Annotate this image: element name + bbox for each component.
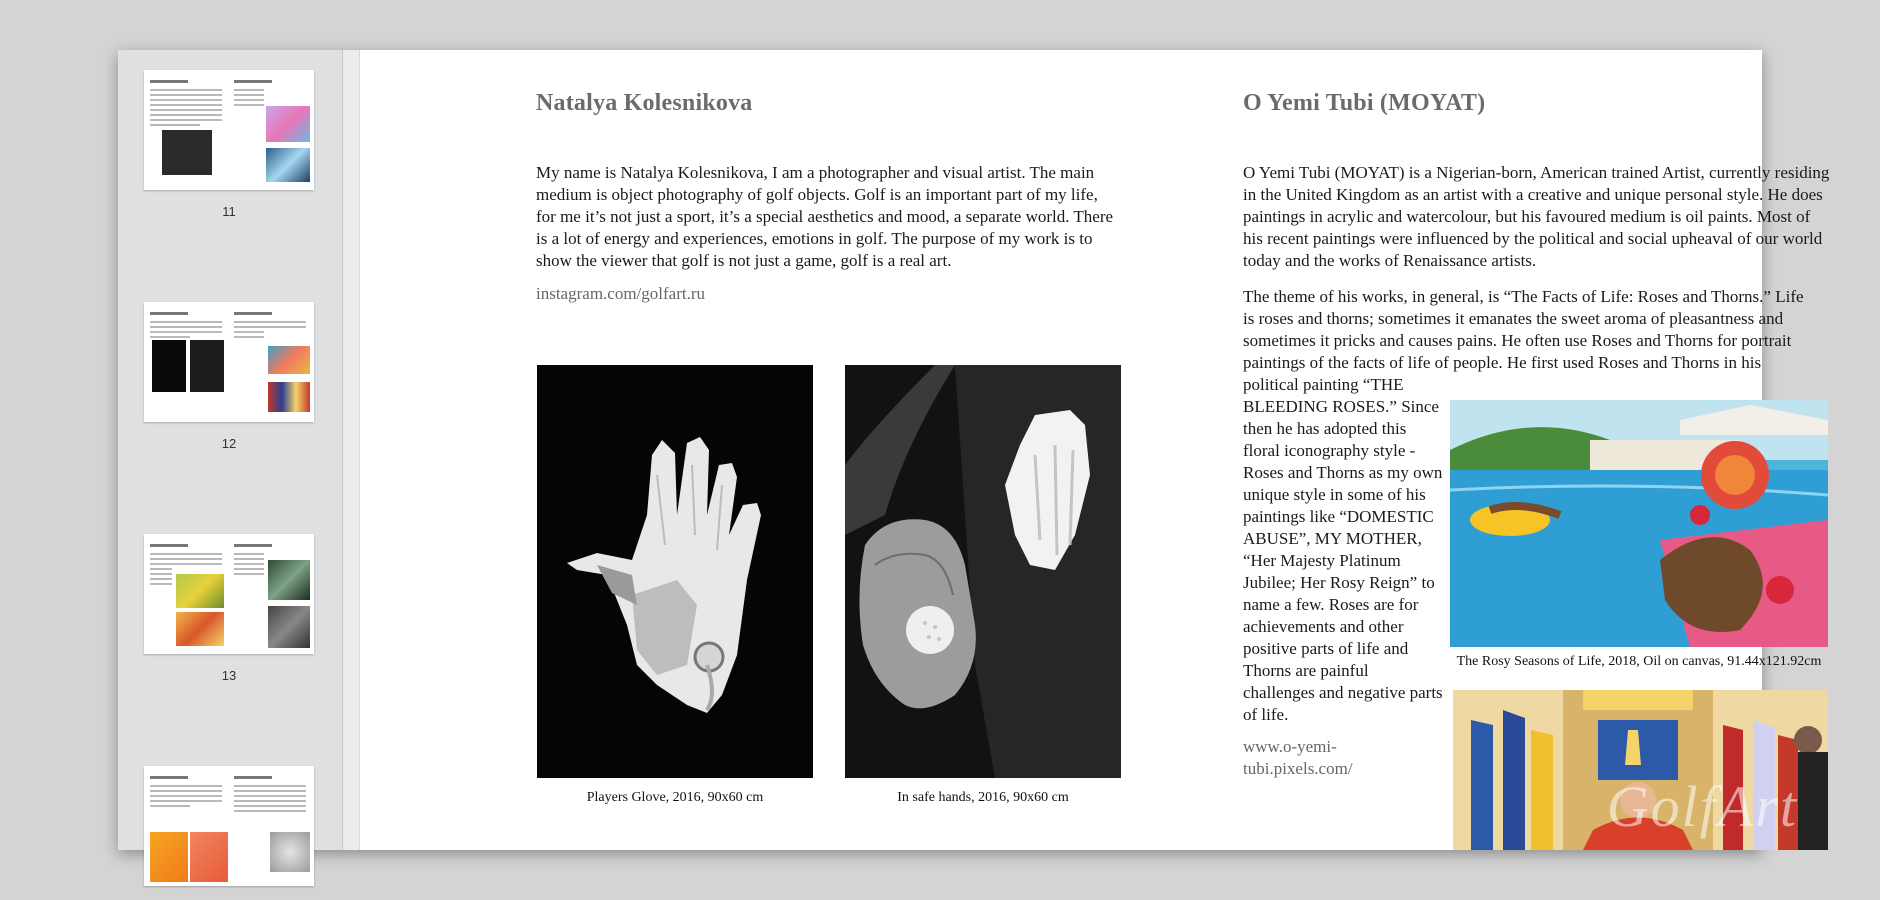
thumbnail-page-14[interactable]	[144, 766, 314, 886]
left-page	[418, 50, 1118, 850]
left-article-title: Natalya Kolesnikova	[536, 90, 753, 116]
platinum-jubilee-painting	[1453, 690, 1828, 850]
right-article-para1: O Yemi Tubi (MOYAT) is a Nigerian-born, American trained Artist, currently residing in the United Kingdom as an artist with a creative and unique personal style. He does paintings in acrylic and watercolour, but his favoured medium is oil paints. Most of his recent paintings were influenced by the political and social upheaval of our world today and the works of Renaissance artists.	[1243, 163, 1830, 270]
thumbnail-page-13[interactable]	[144, 534, 314, 654]
thumbnail-page-11[interactable]	[144, 70, 314, 190]
document-viewer-window	[118, 50, 1830, 850]
in-safe-hands-photo	[845, 365, 1121, 778]
right-article-link[interactable]: www.o-yemi-tubi.pixels.com/	[1243, 737, 1353, 778]
photo-caption: In safe hands, 2016, 90x60 cm	[897, 790, 1069, 805]
rosy-seasons-painting	[1450, 400, 1828, 647]
right-article-para2: The theme of his works, in general, is “The Facts of Life: Roses and Thorns.” Life is roses and thorns; sometimes it emanates the sweet aroma of pleasantness and sometimes it pricks and causes pains. He often use Roses and Thorns for portrait paintings of the facts of life of people. He first used Roses and Thorns in his	[1243, 287, 1804, 372]
thumbnail-page-12[interactable]	[144, 302, 314, 422]
watermark: GolfArt	[1606, 774, 1798, 839]
thumbnail-label: 12	[221, 436, 237, 451]
thumbnail-sidebar[interactable]	[118, 50, 343, 850]
right-article-para2-continued: political painting “THE BLEEDING ROSES.” Since then he has adopted this floral iconography style - Roses and Thorns as my own unique style in some of his paintings like “DOMESTIC ABUSE”, MY MOTHER, “Her Majesty Platinum Jubilee; Her Rosy Reign” to name a few. Roses are for achievements and other positive parts of life and Thorns are painful challenges and negative parts of life.	[1243, 375, 1443, 724]
left-article-body: My name is Natalya Kolesnikova, I am a photographer and visual artist. The main medium is object photography of golf objects. Golf is an important part of my life, for me it’s not just a sport, it’s a special aesthetics and mood, a separate world. There is a lot of energy and experiences, emotions in golf. The purpose of my work is to show the viewer that golf is not just a game, golf is a real art.	[536, 163, 1114, 270]
players-glove-photo	[537, 365, 813, 778]
sidebar-divider[interactable]	[343, 50, 360, 850]
thumbnail-label: 11	[222, 204, 236, 219]
right-page	[1125, 50, 1830, 850]
painting-caption: The Rosy Seasons of Life, 2018, Oil on canvas, 91.44x121.92cm	[1456, 654, 1822, 669]
left-article-link[interactable]: instagram.com/golfart.ru	[536, 284, 706, 303]
photo-caption: Players Glove, 2016, 90x60 cm	[586, 790, 764, 805]
right-article-title: O Yemi Tubi (MOYAT)	[1243, 90, 1486, 116]
thumbnail-label: 13	[221, 668, 237, 683]
